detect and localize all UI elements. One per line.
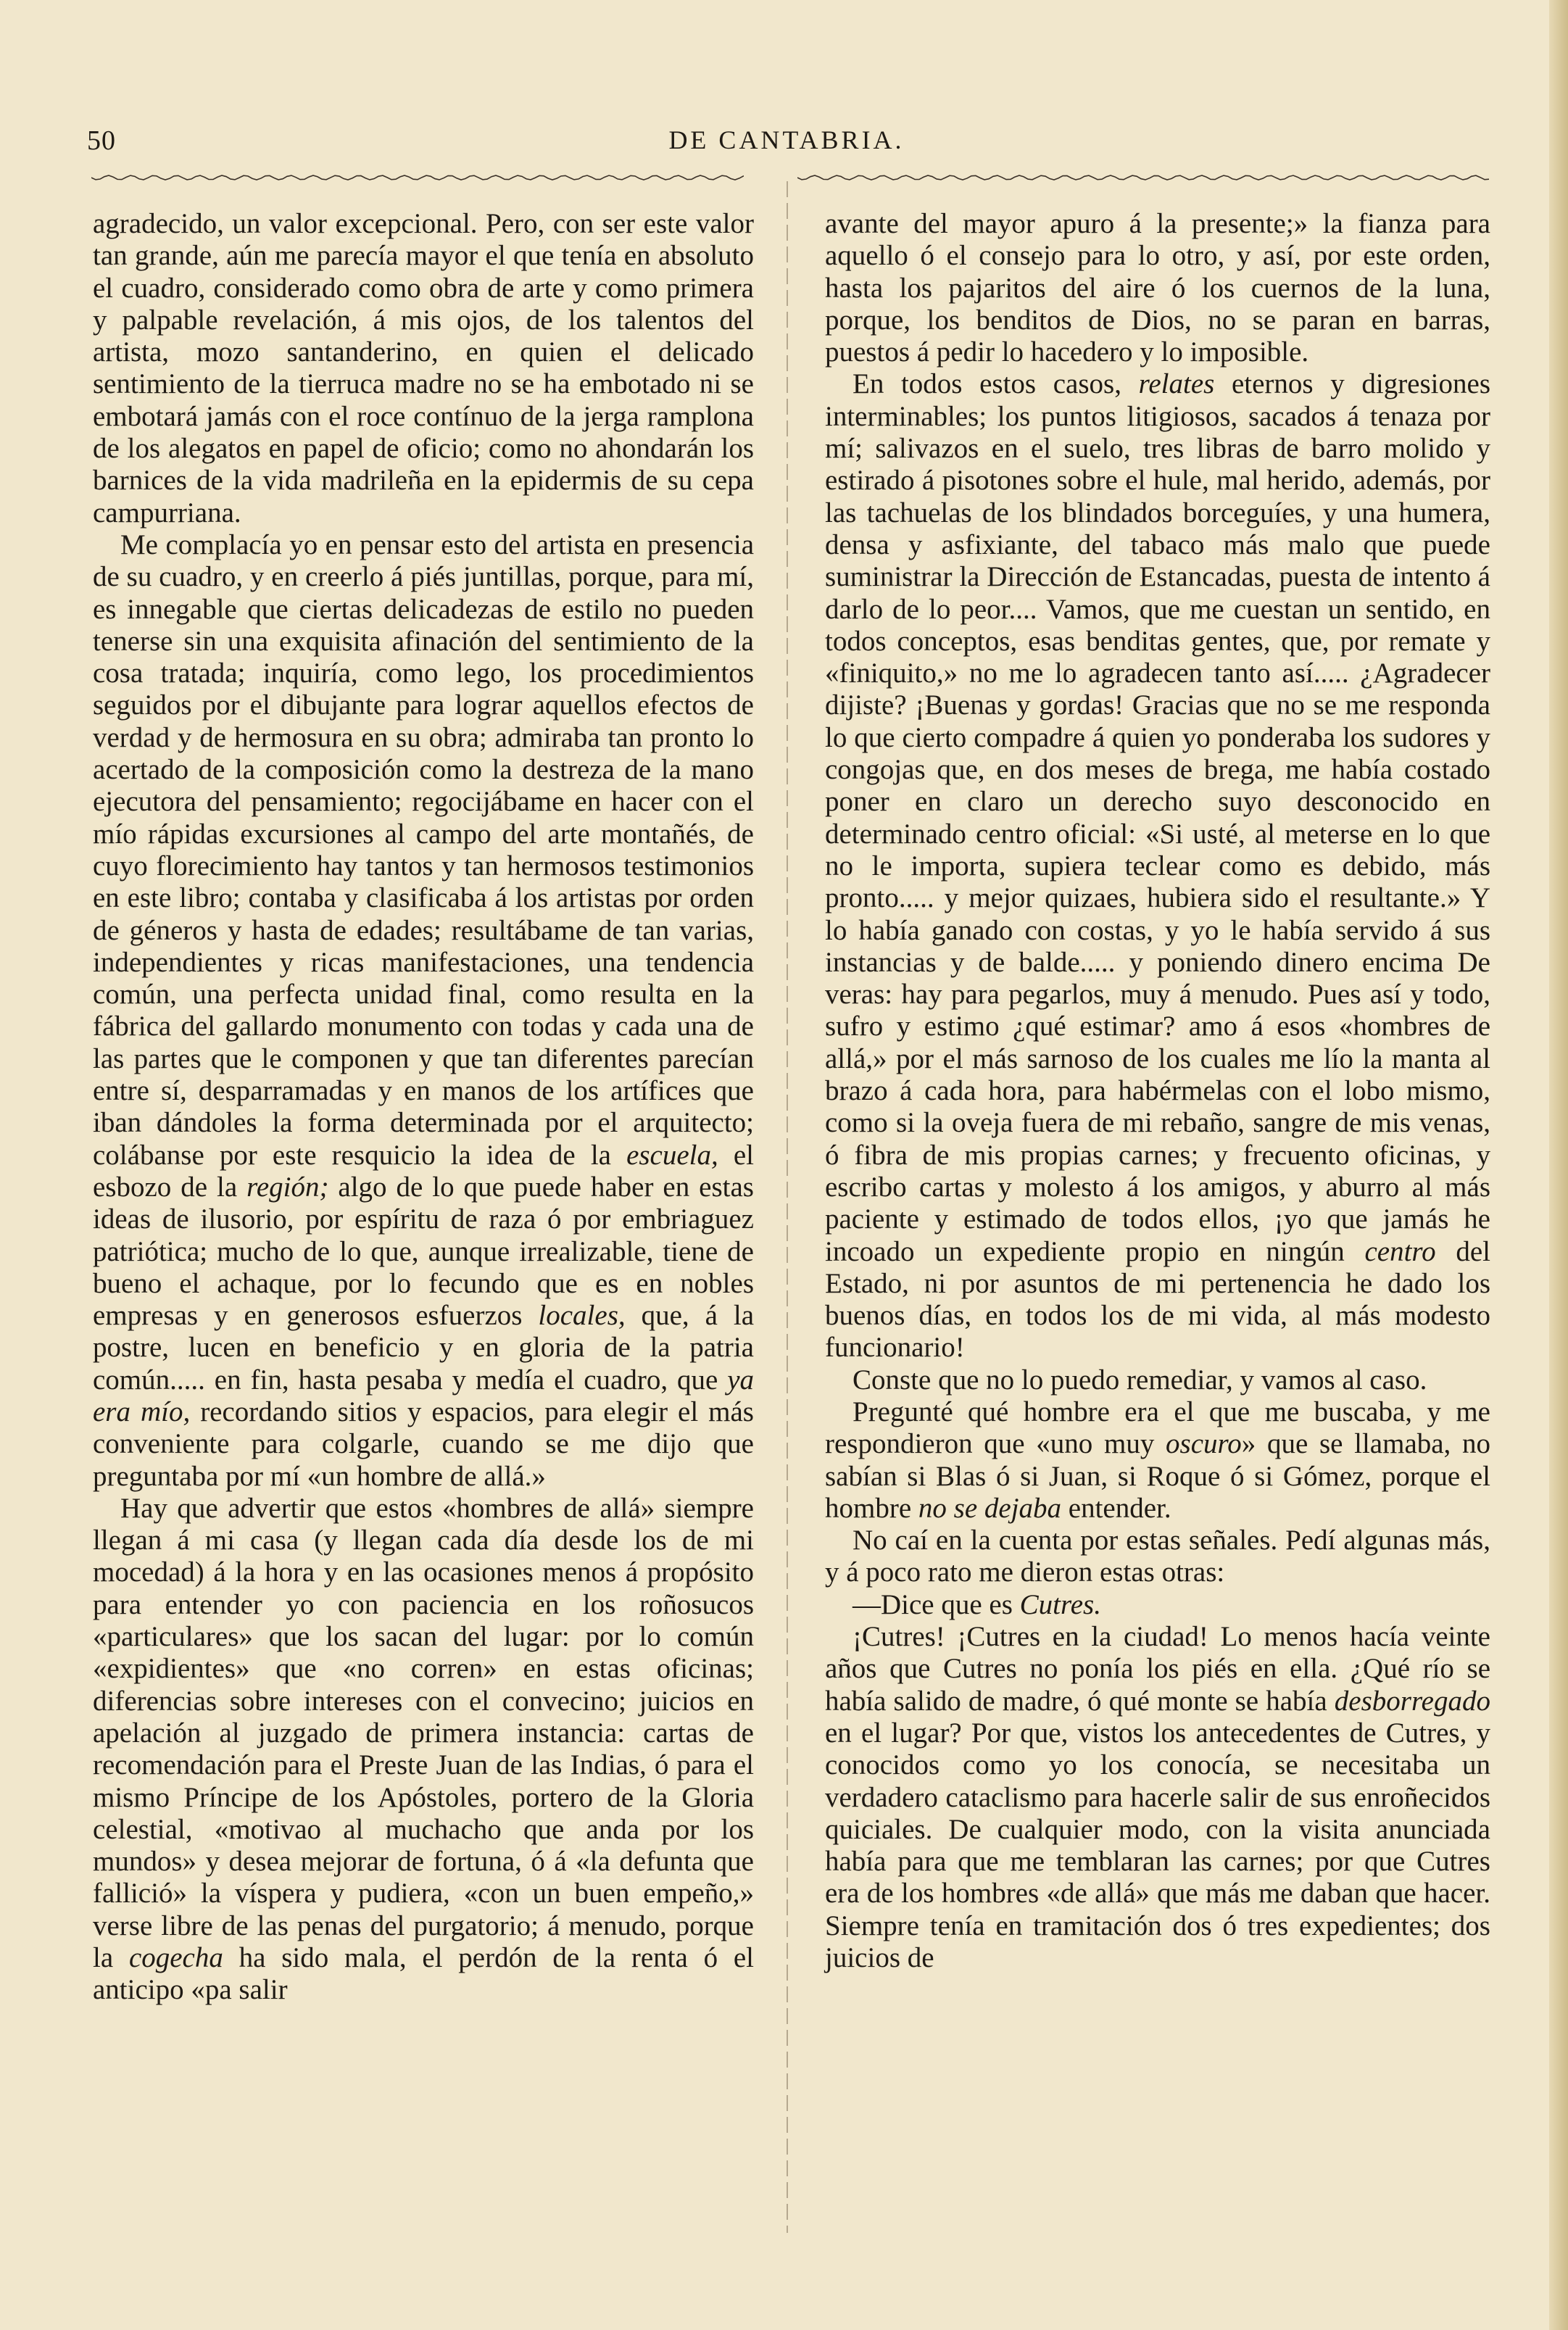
header-rule-left	[91, 173, 744, 183]
text-run: avante del mayor apuro á la presente;» la fianza para aquello ó el consejo para lo otro, y así, por este orden, hasta los pajaritos del aire ó los cuernos de la luna, porque, los benditos de Dios, no se paran en barras, puestos á pedir lo hacedero y lo imposible.	[825, 208, 1490, 368]
paragraph	[825, 1364, 1490, 1396]
right-column	[825, 208, 1490, 1974]
paragraph	[825, 208, 1490, 368]
text-run: en el lugar? Por que, vistos los antecedentes de Cutres, y conocidos como yo los conocía, se necesitaba un verdadero cataclismo para hacerle salir de sus enroñecidos quiciales. De cualquier modo, con la visita anunciada había para que me temblaran las carnes; por que Cutres era de los hombres «de allá» que más me daban que hacer. Siempre tenía en tramitación dos ó tres expedientes; dos juicios de	[825, 1717, 1490, 1974]
text-run: No caí en la cuenta por estas señales. Pedí algunas más, y á poco rato me dieron estas otras:	[825, 1525, 1490, 1588]
text-run: » que se llamaba, no sabían si Blas ó si Juan, si Roque ó si Gómez, porque el hombre	[825, 1428, 1490, 1524]
italic-run: no se dejaba	[918, 1492, 1062, 1524]
running-title: DE CANTABRIA.	[668, 125, 905, 154]
page-edge	[1549, 0, 1568, 2330]
text-run: que, á la postre, lucen en beneficio y en gloria de la patria común..... en fin, hasta pesaba y medía el cuadro, que	[93, 1300, 754, 1396]
text-run: recordando sitios y espacios, para elegir el más conveniente para colgarle, cuando se me dijo que preguntaba por mí «un hombre de allá.»	[93, 1396, 754, 1492]
italic-run: cogecha	[128, 1942, 223, 1974]
text-run: —Dice que es	[853, 1588, 1020, 1620]
text-run: del Estado, ni por asuntos de mi pertenencia he dado los buenos días, en todos los de mi vida, al más modesto funcionario!	[825, 1235, 1490, 1364]
text-run: Me complacía yo en pensar esto del artista en presencia de su cuadro, y en creerlo á piés juntillas, porque, para mí, es innegable que ciertas delicadezas de estilo no pueden tenerse sin una exquisita afinación del sentimiento de la cosa tratada; inquiría, como lego, los procedimientos seguidos por el dibujante para lograr aquellos efectos de verdad y de hermosura en su obra; admiraba tan pronto lo acertado de la composición como la destreza de la mano ejecutora del pensamiento; regocijábame en hacer con el mío rápidas excursiones al campo del arte montañés, de cuyo florecimiento hay tantos y tan hermosos testimonios en este libro; contaba y clasificaba á los artistas por orden de géneros y hasta de edades; resultábame de tan varias, independientes y ricas manifestaciones, una tendencia común, una perfecta unidad final, como resulta en la fábrica del gallardo monumento con todas y cada una de las partes que le componen y que tan diferentes parecían entre sí, desparramadas y en manos de los artífices que iban dándoles la forma determinada por el arquitecto; colábanse por este resquicio la idea de la	[93, 528, 754, 1171]
text-run: Conste que no lo puedo remediar, y vamos al caso.	[853, 1364, 1427, 1396]
text-run: entender.	[1061, 1492, 1171, 1524]
text-run: En todos estos casos,	[853, 368, 1139, 400]
italic-run: locales,	[538, 1300, 626, 1332]
column-divider	[787, 181, 788, 2233]
text-run: algo de lo que puede haber en estas ideas de ilusorio, por espíritu de raza ó por embriaguez patriótica; mucho de lo que, aunque irrealizable, tiene de bueno el achaque, por lo fecundo que es en nobles empresas y en generosos esfuerzos	[93, 1171, 754, 1332]
paragraph	[93, 1493, 754, 2007]
italic-run: Cutres.	[1019, 1588, 1101, 1620]
paragraph	[825, 1525, 1490, 1589]
paragraph	[825, 1396, 1490, 1525]
paragraph: agradecido, un valor excepcional. Pero, con ser este valor tan grande, aún me parecía mayor el que tenía en absoluto el cuadro, considerado como obra de arte y como primera y palpable revelación, á mis ojos, de los talentos del artista, mozo santanderino, en quien el delicado sentimiento de la tierruca madre no se ha embotado ni se embotará jamás con el roce contínuo de la jerga ramplona de los alegatos en papel de oficio; como no ahondarán los barnices de la vida madrileña en la epidermis de su cepa campurriana.	[93, 208, 754, 528]
italic-run: centro	[1364, 1235, 1436, 1267]
paragraph	[825, 1621, 1490, 1974]
italic-run: desborregado	[1334, 1685, 1490, 1717]
italic-run: oscuro	[1166, 1428, 1242, 1460]
italic-run: región;	[246, 1171, 329, 1203]
italic-run: relates	[1138, 368, 1215, 400]
page-number: 50	[87, 125, 116, 156]
italic-run: escuela,	[626, 1139, 718, 1171]
left-column	[93, 208, 754, 2007]
text-run: Hay que advertir que estos «hombres de allá» siempre llegan á mi casa (y llegan cada día desde los de mi mocedad) á la hora y en las ocasiones menos á propósito para entender yo con paciencia en los roñosucos «particulares» que los sacan del lugar: por lo común «expidientes» que «no corren» en estas oficinas; diferencias sobre intereses con el convecino; juicios en apelación al juzgado de primera instancia: cartas de recomendación para el Preste Juan de las Indias, ó para el mismo Príncipe de los Apóstoles, portero de la Gloria celestial, «motivao al muchacho que anda por los mundos» y desea mejorar de fortuna, ó á «la defunta que fallició» la víspera y pudiera, «con un buen empeño,» verse libre de las penas del purgatorio; á menudo, porque la	[93, 1492, 754, 1974]
text-run: ha sido mala, el perdón de la renta ó el anticipo «pa salir	[93, 1942, 754, 2006]
text-run: Pregunté qué hombre era el que me buscaba, y me respondieron que «uno muy	[825, 1396, 1490, 1460]
paragraph	[825, 368, 1490, 1364]
header-rule-right	[797, 173, 1490, 183]
italic-run: ya era mío,	[93, 1364, 754, 1427]
text-run: el esbozo de la	[93, 1139, 754, 1203]
page-header	[87, 125, 1486, 168]
text-run: eternos y digresiones interminables; los puntos litigiosos, sacados á tenaza por mí; salivazos en el suelo, tres libras de barro molido y estirado á pisotones sobre el hule, mal herido, además, por las tachuelas de los blindados borceguíes, y una humera, densa y asfixiante, del tabaco más malo que puede suministrar la Dirección de Estancadas, puesta de intento á darlo de lo peor.... Vamos, que me cuestan un sentido, en todos conceptos, esas benditas gentes, que, por remate y «finiquito,» no me lo agradecen tanto así..... ¿Agradecer dijiste? ¡Buenas y gordas! Gracias que no se me responda lo que cierto compadre á quien yo ponderaba los sudores y congojas que, en dos meses de brega, me había costado poner en claro un derecho suyo desconocido en determinado centro oficial: «Si usté, al meterse en lo que no le importa, supiera teclear como es debido, más pronto..... y mejor quizaes, hubiera sido el resultante.» Y lo había ganado con costas, y yo le había servido á sus instancias y de balde..... y poniendo dinero encima De veras: hay para pegarlos, muy á menudo. Pues así y todo, sufro y estimo ¿qué estimar? amo á esos «hombres de allá,» por el más sarnoso de los cuales me lío la manta al brazo á cada hora, para habérmelas con el lobo mismo, como si la oveja fuera de mi rebaño, sangre de mis venas, ó fibra de mis propias carnes; y frecuento oficinas, y escribo cartas y molesto á los amigos, y aburro al más paciente y estimado de todos ellos, ¡yo que jamás he incoado un expediente propio en ningún	[825, 368, 1490, 1267]
paragraph	[93, 529, 754, 1493]
text-run: ¡Cutres! ¡Cutres en la ciudad! Lo menos hacía veinte años que Cutres no ponía los piés en ella. ¿Qué río se había salido de madre, ó qué monte se había	[825, 1621, 1490, 1717]
paragraph	[825, 1589, 1490, 1621]
